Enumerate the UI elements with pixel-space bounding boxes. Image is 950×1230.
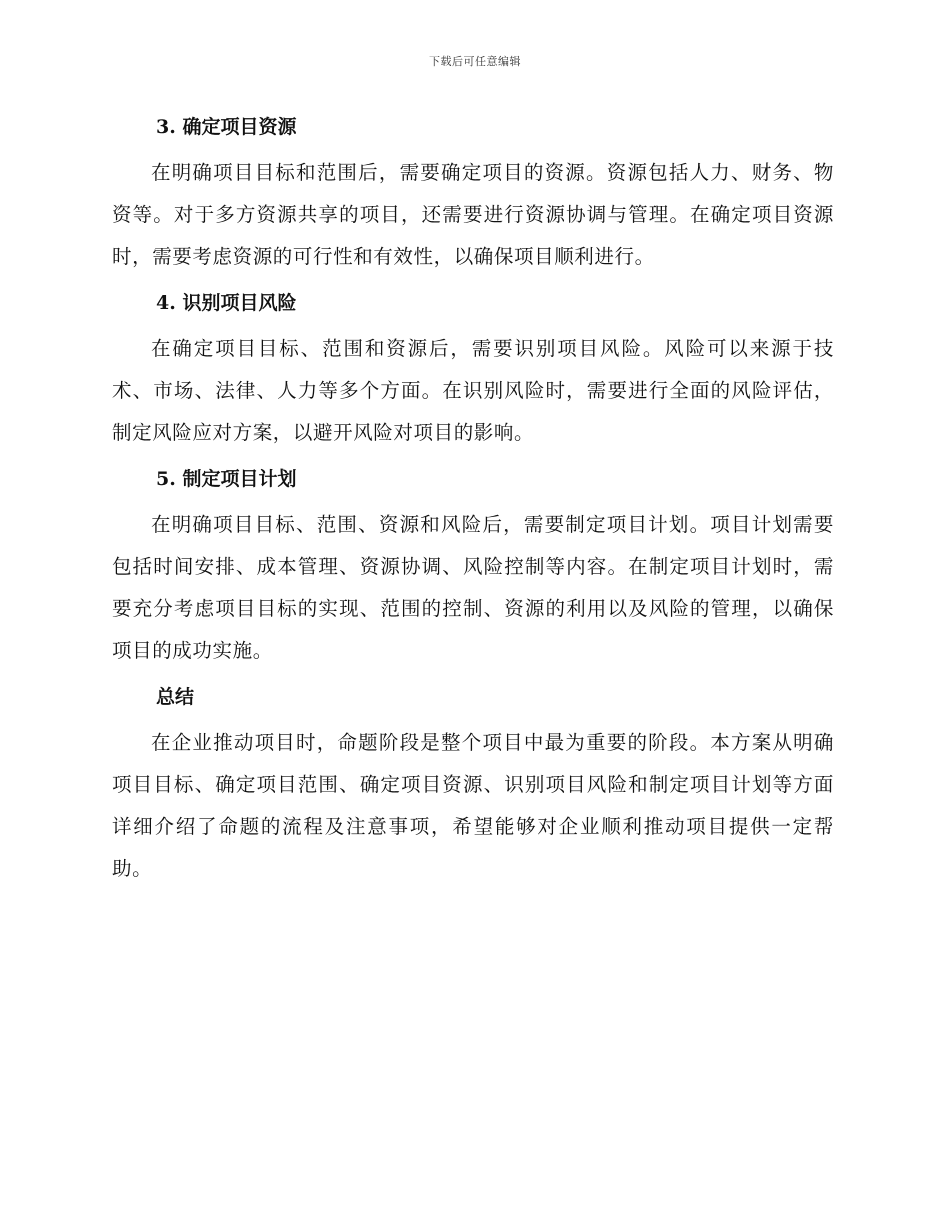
page-header: 下载后可任意编辑: [429, 55, 521, 68]
section-heading: 3. 确定项目资源: [156, 116, 297, 138]
section-paragraph: 在确定项目目标、范围和资源后，需要识别项目风险。风险可以来源于技术、市场、法律、人力等多个方面。在识别风险时，需要进行全面的风险评估，制定风险应对方案，以避开风险对项目的影响。: [112, 337, 834, 444]
section-make-plan: [112, 460, 834, 672]
section-paragraph: 在明确项目目标和范围后，需要确定项目的资源。资源包括人力、财务、物资等。对于多方资源共享的项目，还需要进行资源协调与管理。在确定项目资源时，需要考虑资源的可行性和有效性，以确保项目顺利进行。: [112, 161, 834, 268]
document-body: [112, 108, 834, 896]
section-heading: 5. 制定项目计划: [156, 468, 297, 490]
section-paragraph: 在企业推动项目时，命题阶段是整个项目中最为重要的阶段。本方案从明确项目目标、确定项目范围、确定项目资源、识别项目风险和制定项目计划等方面详细介绍了命题的流程及注意事项，希望能够对企业顺利推动项目提供一定帮助。: [112, 731, 834, 880]
section-heading: 4. 识别项目风险: [156, 292, 297, 314]
section-determine-resources: [112, 108, 834, 278]
section-summary: [112, 678, 834, 890]
section-paragraph: 在明确项目目标、范围、资源和风险后，需要制定项目计划。项目计划需要包括时间安排、成本管理、资源协调、风险控制等内容。在制定项目计划时，需要充分考虑项目目标的实现、范围的控制、资源的利用以及风险的管理，以确保项目的成功实施。: [112, 513, 834, 662]
section-heading: 总结: [156, 686, 195, 708]
section-identify-risks: [112, 284, 834, 454]
